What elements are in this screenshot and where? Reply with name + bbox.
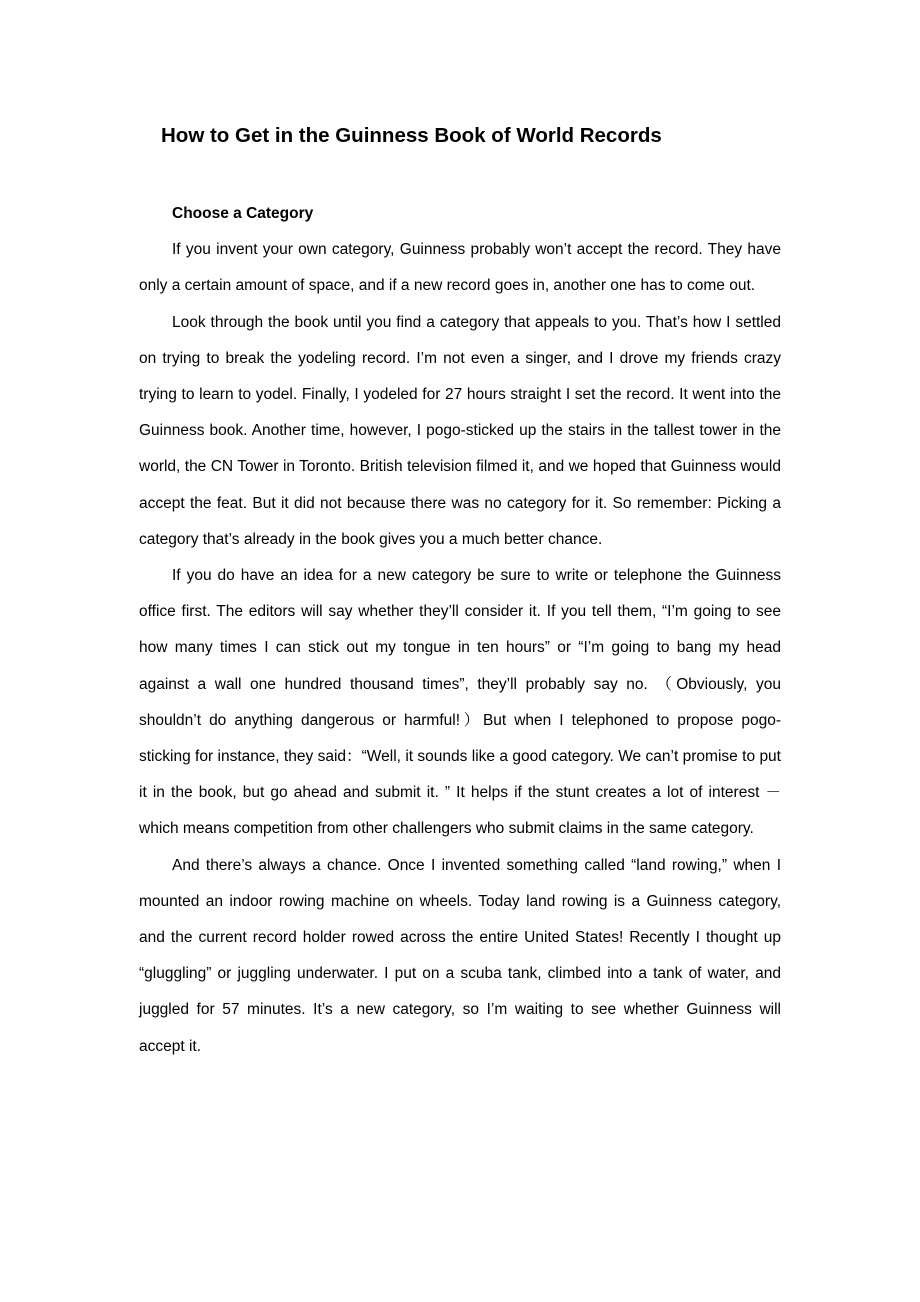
section-heading: Choose a Category (172, 205, 314, 222)
paragraph-2: Look through the book until you find a category that appeals to you. That’s how I settled on trying to break the yodeling record. I’m not even a singer, and I drove my friends crazy trying to learn to yodel. Finally, I yodeled for 27 hours straight I set the record. It went into the Guinness book. Another time, however, I pogo-sticked up the stairs in the tallest tower in the world, the CN Tower in Toronto. British television filmed it, and we hoped that Guinness would accept the feat. But it did not because there was no category for it. So remember: Picking a category that’s already in the book gives you a much better chance. (139, 313, 781, 548)
paragraph-4: And there’s always a chance. Once I invented something called “land rowing,” when I mounted an indoor rowing machine on wheels. Today land rowing is a Guinness category, and the current record holder rowed across the entire United States! Recently I thought up “gluggling” or juggling underwater. I put on a scuba tank, climbed into a tank of water, and juggled for 57 minutes. It’s a new category, so I’m waiting to see whether Guinness will accept it. (139, 856, 781, 1055)
paragraph-3: If you do have an idea for a new category be sure to write or telephone the Guinness office first. The editors will say whether they’ll consider it. If you tell them, “I’m going to see how many times I can stick out my tongue in ten hours” or “I’m going to bang my head against a wall one hundred thousand times”, they’ll probably say no. （Obviously, you shouldn’t do anything dangerous or harmful!）But when I telephoned to propose pogo-sticking for instance, they said：“Well, it sounds like a good category. We can’t promise to put it in the book, but go ahead and submit it. ” It helps if the stunt creates a lot of interest － which means competition from other challengers who submit claims in the same category. (139, 567, 781, 838)
page-title: How to Get in the Guinness Book of World Records (161, 124, 662, 147)
paragraph-1: If you invent your own category, Guinness probably won’t accept the record. They have only a certain amount of space, and if a new record goes in, another one has to come out. (139, 241, 781, 295)
document-body (139, 196, 781, 1065)
